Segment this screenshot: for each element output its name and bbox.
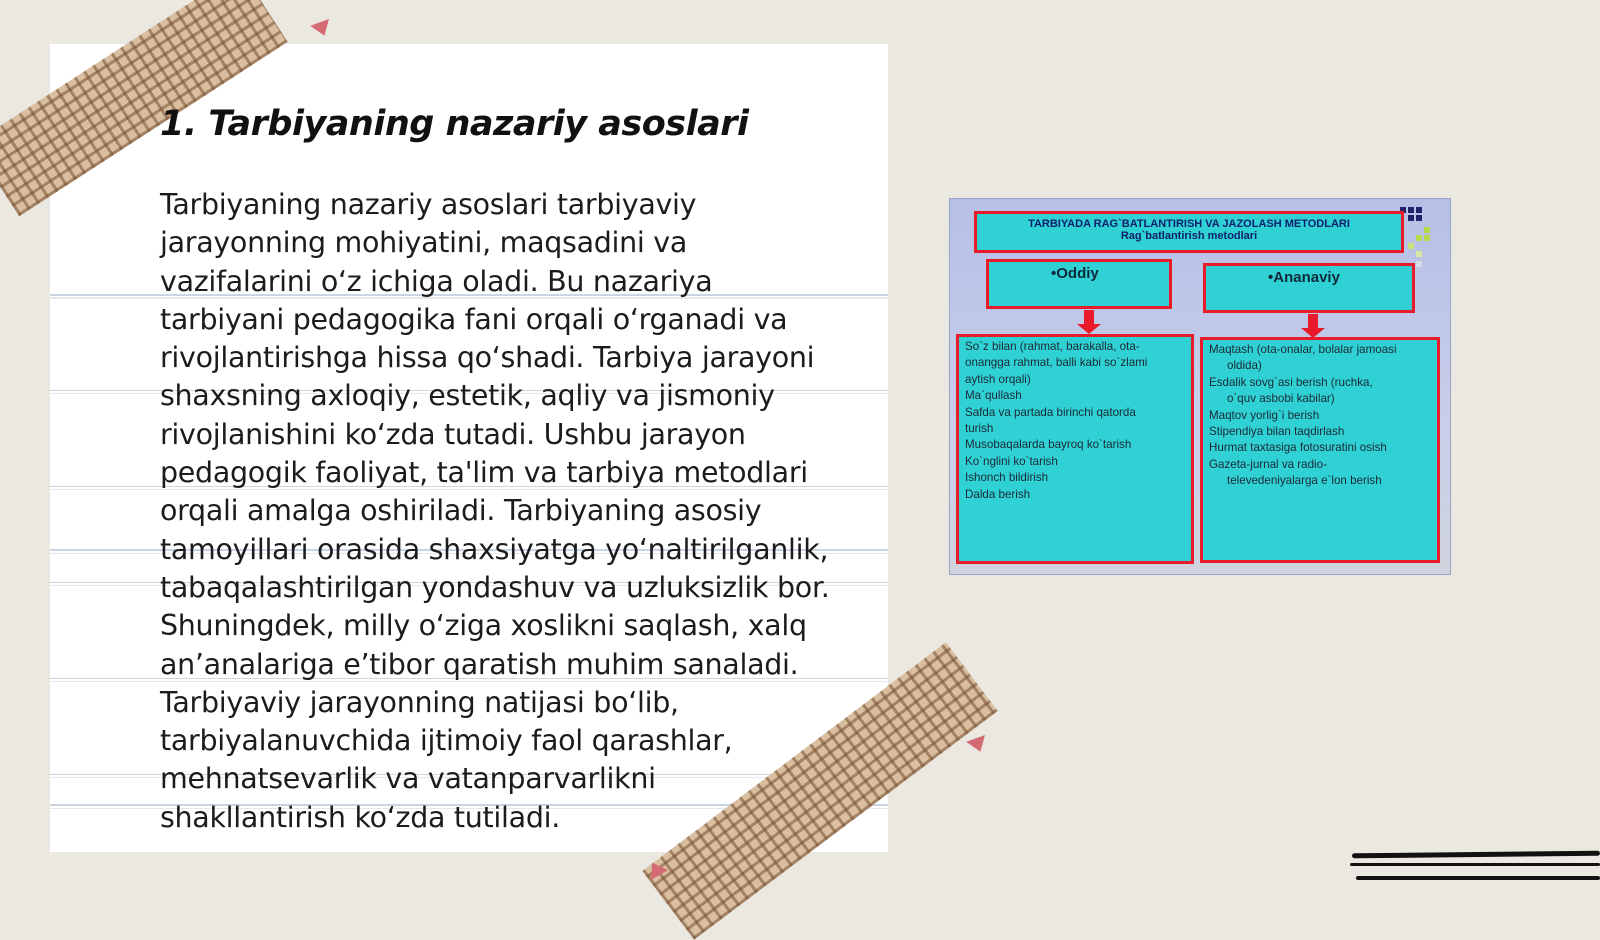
list-item: onangga rahmat, balli kabi so`zlami xyxy=(965,356,1148,370)
list-item: aytish orqali) xyxy=(965,372,1031,386)
list-item: Maqtash (ota-onalar, bolalar jamoasi xyxy=(1209,343,1397,356)
list-item: Hurmat taxtasiga fotosuratini osish xyxy=(1209,441,1387,455)
ananaviy-methods-box xyxy=(1200,337,1440,563)
slide-title: 1. Tarbiyaning nazariy asoslari xyxy=(160,104,749,144)
list-item: Maqtov yorlig`i berish xyxy=(1209,408,1320,422)
arrow-down-icon xyxy=(1084,310,1094,328)
methods-diagram xyxy=(950,199,1450,574)
slide-body-text: Tarbiyaning nazariy asoslari tarbiyaviy jarayonning mohiyatini, maqsadini va vazifalarini o‘z ichiga oladi. Bu nazariya tarbiyani pedagogika fani orqali o‘rganadi va rivojlantirishga hissa qo‘shadi. Tarbiya jarayoni shaxsning axloqiy, estetik, aqliy va jismoniy rivojlanishini ko‘zda tutadi. Ushbu jarayon pedagogik faoliyat, ta'lim va tarbiya metodlari orqali amalga oshiriladi. Tarbiyaning asosiy tamoyillari orasida shaxsiyatga yo‘naltirilganlik, tabaqalashtirilgan yondashuv va uzluksizlik bor. Shuningdek, milly o‘ziga xoslikni saqlash, xalq an’analariga e’tibor qaratish muhim sanaladi. Tarbiyaviy jarayonning natijasi bo‘lib, tarbiyalanuvchida ijtimoiy faol qarashlar, mehnatsevarlik va vatanparvarlikni shakllantirish ko‘zda tutiladi. xyxy=(160,188,830,834)
list-item: televedeniyalarga e`lon berish xyxy=(1227,474,1382,488)
pin-icon xyxy=(966,735,990,755)
diagram-heading: TARBIYADA RAG`BATLANTIRISH VA JAZOLASH METODLARI xyxy=(1028,218,1350,230)
pin-icon xyxy=(310,19,334,39)
list-item: Musobaqalarda bayroq ko`tarish xyxy=(965,438,1132,452)
list-item: turish xyxy=(965,422,994,436)
ananaviy-label: •Ananaviy xyxy=(1268,269,1340,286)
list-item: o`quv asbobi kabilar) xyxy=(1227,392,1335,406)
diagram-heading-box xyxy=(974,211,1404,253)
oddiy-label: •Oddiy xyxy=(1051,265,1099,282)
brush-stroke xyxy=(1356,876,1600,880)
list-item: Stipendiya bilan taqdirlash xyxy=(1209,425,1345,439)
brush-stroke xyxy=(1352,851,1600,859)
diagram-subheading: Rag`batlantirish metodlari xyxy=(1120,230,1258,242)
oddiy-methods-box xyxy=(956,334,1194,564)
oddiy-box xyxy=(986,259,1172,309)
list-item: So`z bilan (rahmat, barakalla, ota- xyxy=(965,340,1140,353)
list-item: Ishonch bildirish xyxy=(965,471,1049,485)
list-item: Gazeta-jurnal va radio- xyxy=(1209,457,1327,471)
list-item: Esdalik sovg`asi berish (ruchka, xyxy=(1209,375,1373,389)
list-item: oldida) xyxy=(1227,359,1262,373)
list-item: Safda va partada birinchi qatorda xyxy=(965,405,1136,419)
list-item: Dalda berish xyxy=(965,487,1031,501)
brush-stroke xyxy=(1350,863,1600,866)
list-item: Ma`qullash xyxy=(965,389,1022,403)
ananaviy-box xyxy=(1203,263,1415,313)
list-item: Ko`nglini ko`tarish xyxy=(965,454,1058,468)
arrow-down-icon xyxy=(1308,314,1318,332)
